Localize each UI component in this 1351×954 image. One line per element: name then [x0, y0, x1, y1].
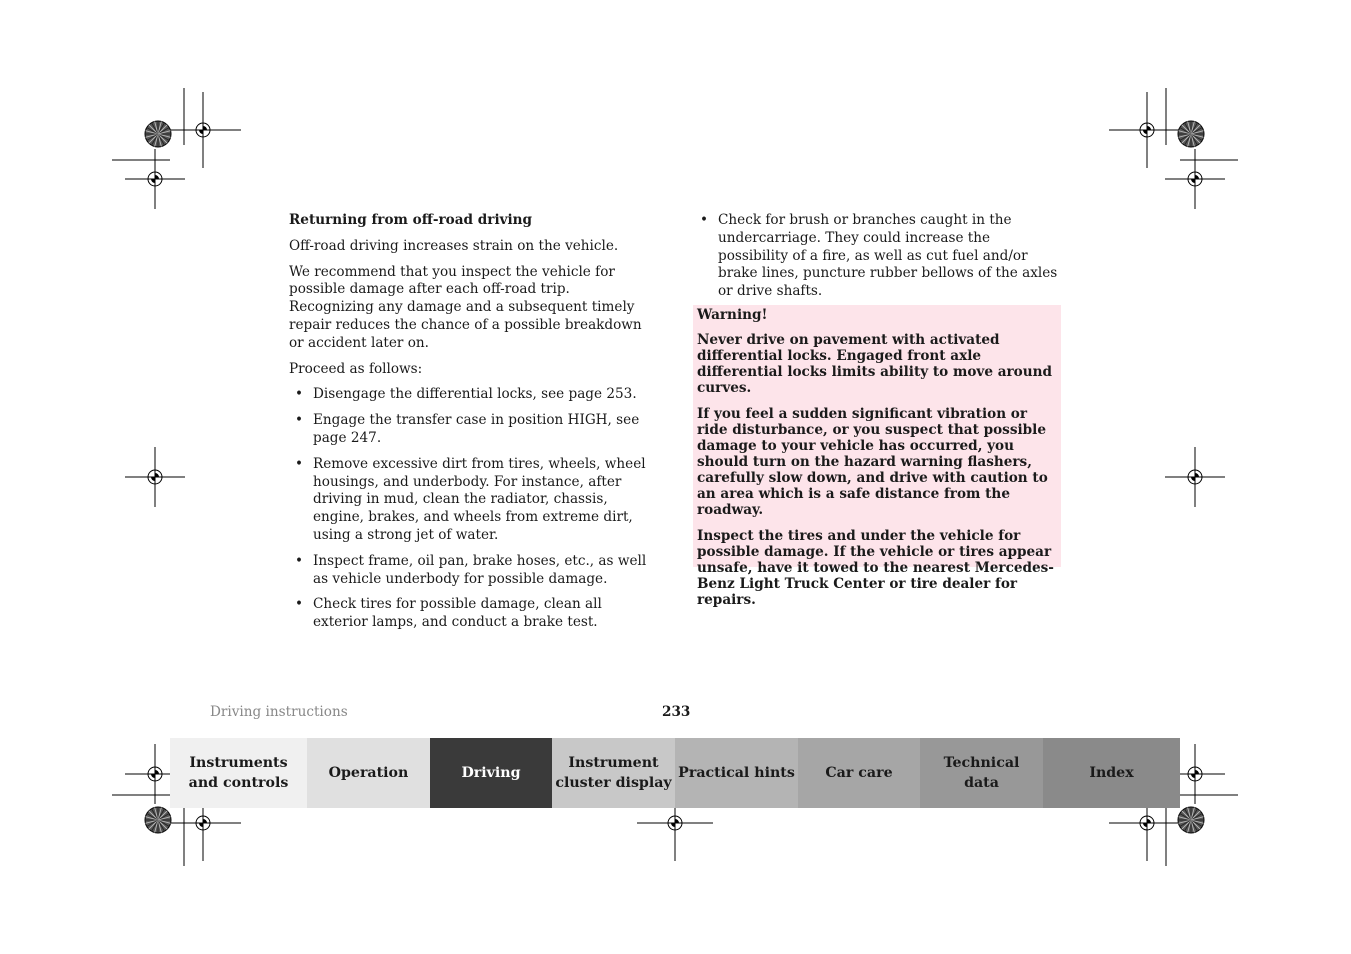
tab-technical-data[interactable]: Technical data: [920, 738, 1043, 808]
paragraph: We recommend that you inspect the vehicle for possible damage after each off-road trip. Recognizing any damage and a subsequent timely repair reduces the chance of a possible breakdown or accident later on.: [289, 263, 642, 351]
color-target-icon: [1178, 121, 1204, 147]
bullet-icon: •: [700, 212, 709, 228]
inspection-list: [694, 212, 1062, 301]
right-column: [694, 212, 1062, 309]
list-item-text: Remove excessive dirt from tires, wheels, wheel housings, and underbody. For instance, after driving in mud, clean the radiator, chassis, engine, brakes, and wheels from extreme dirt, using a strong jet of water.: [313, 455, 646, 543]
color-target-icon: [145, 121, 171, 147]
warning-box: [693, 305, 1061, 608]
bullet-icon: •: [295, 412, 304, 429]
list-item: [694, 212, 1062, 301]
crosshair-icon: [1165, 149, 1225, 209]
list-item: [289, 596, 659, 632]
list-item: [289, 456, 659, 545]
warning-paragraph: If you feel a sudden significant vibration or ride disturbance, or you suspect that possible damage to your vehicle has occurred, you should turn on the hazard warning flashers, carefully slow down, and drive with caution to an area which is a safe distance from the roadway.: [697, 406, 1048, 518]
list-item: [289, 412, 659, 448]
list-item-text: Engage the transfer case in position HIGH, see page 247.: [313, 412, 640, 446]
paragraph: Proceed as follows:: [289, 360, 423, 377]
tab-practical-hints[interactable]: Practical hints: [675, 738, 798, 808]
warning-title: Warning!: [697, 307, 768, 323]
color-target-icon: [1178, 807, 1204, 833]
section-heading: Returning from off-road driving: [289, 212, 533, 228]
tab-operation[interactable]: Operation: [307, 738, 430, 808]
crosshair-icon: [125, 447, 185, 507]
procedure-list: [289, 386, 659, 632]
crosshair-icon: [125, 149, 185, 209]
list-item-text: Check for brush or branches caught in the undercarriage. They could increase the possibility of a fire, as well as cut fuel and/or brake lines, puncture rubber bellows of the axles or drive shafts.: [718, 212, 1058, 300]
tab-instruments-and-controls[interactable]: Instruments and controls: [170, 738, 307, 808]
tab-index[interactable]: Index: [1043, 738, 1180, 808]
page-number: 233: [662, 704, 691, 720]
crosshair-icon: [1109, 92, 1185, 168]
tab-instrument-cluster-display[interactable]: Instrument cluster display: [552, 738, 675, 808]
warning-paragraph: Inspect the tires and under the vehicle for possible damage. If the vehicle or tires appear unsafe, have it towed to the nearest Mercedes-Benz Light Truck Center or tire dealer for repairs.: [697, 528, 1054, 608]
paragraph: Off-road driving increases strain on the vehicle.: [289, 237, 619, 254]
bullet-icon: •: [295, 455, 304, 472]
tab-driving[interactable]: Driving: [430, 738, 552, 808]
crosshair-icon: [165, 92, 241, 168]
chapter-nav-tabs: [170, 738, 1180, 808]
bullet-icon: •: [295, 596, 304, 613]
list-item-text: Disengage the differential locks, see page 253.: [313, 386, 637, 403]
footer-section-title: Driving instructions: [210, 704, 348, 720]
bullet-icon: •: [295, 552, 304, 569]
color-target-icon: [145, 807, 171, 833]
left-column: [289, 212, 659, 640]
warning-paragraph: Never drive on pavement with activated differential locks. Engaged front axle differential locks limits ability to move around curves.: [697, 332, 1053, 396]
crosshair-icon: [1165, 447, 1225, 507]
list-item: [289, 386, 659, 404]
list-item: [289, 553, 659, 589]
list-item-text: Inspect frame, oil pan, brake hoses, etc., as well as vehicle underbody for possible damage.: [313, 552, 647, 587]
list-item-text: Check tires for possible damage, clean all exterior lamps, and conduct a brake test.: [313, 596, 602, 631]
bullet-icon: •: [295, 386, 304, 403]
tab-car-care[interactable]: Car care: [798, 738, 920, 808]
